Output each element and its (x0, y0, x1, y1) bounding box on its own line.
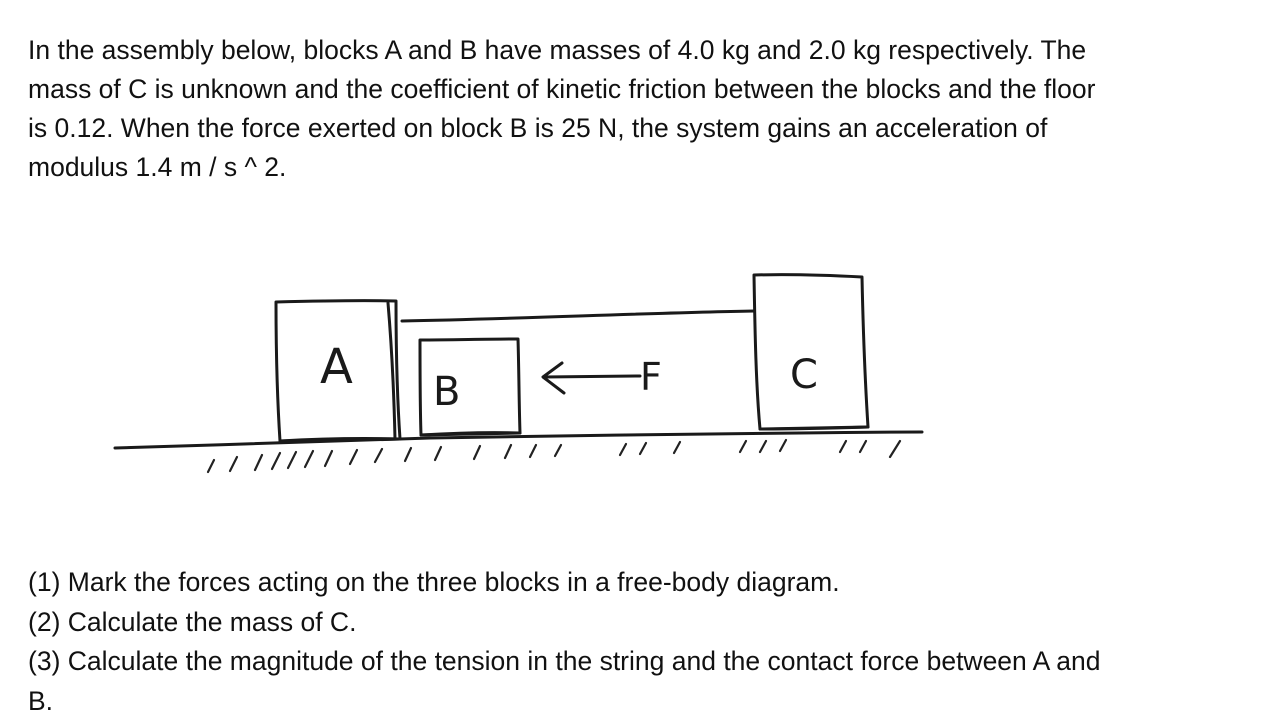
floor-hatching (208, 440, 900, 472)
problem-line: In the assembly below, blocks A and B have masses of 4.0 kg and 2.0 kg respectively. The (28, 35, 1087, 65)
question-3-continued: B. (28, 685, 54, 716)
block-a-inner-edge (388, 303, 395, 439)
problem-line: mass of C is unknown and the coefficient of kinetic friction between the blocks and the floor (28, 74, 1096, 104)
force-arrow (544, 376, 640, 377)
questions (28, 563, 1243, 721)
block-b-label: B (433, 369, 461, 415)
force-label: F (640, 355, 662, 399)
problem-line: is 0.12. When the force exerted on block B is 25 N, the system gains an acceleration of (28, 113, 1048, 143)
hand-drawn-diagram (100, 255, 940, 495)
question-2: (2) Calculate the mass of C. (28, 606, 357, 637)
block-c-label: C (790, 352, 818, 398)
diagram-svg (100, 255, 940, 495)
problem-line: modulus 1.4 m / s ^ 2. (28, 152, 287, 182)
string (402, 311, 754, 321)
block-a-label: A (320, 339, 353, 395)
problem-statement (28, 31, 1243, 187)
question-1: (1) Mark the forces acting on the three blocks in a free-body diagram. (28, 567, 840, 597)
question-3: (3) Calculate the magnitude of the tension in the string and the contact force between A and (28, 646, 1101, 676)
